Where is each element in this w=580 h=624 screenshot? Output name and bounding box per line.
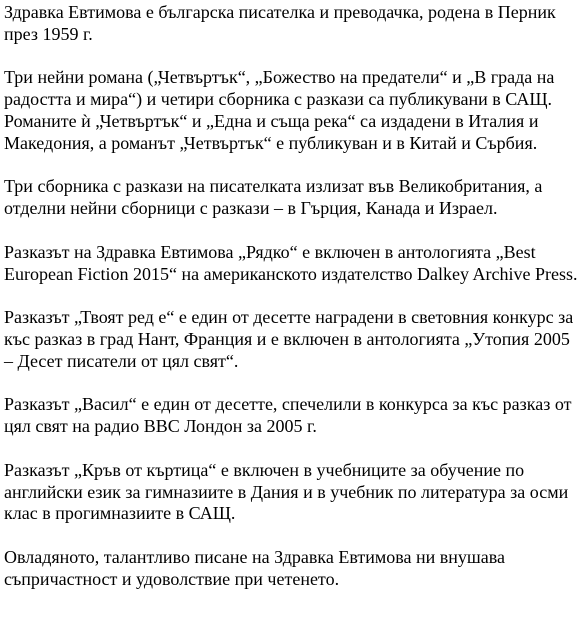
paragraph-intro: Здравка Евтимова е българска писателка и преводачка, родена в Перник през 1959 г. <box>4 2 556 44</box>
paragraph-bbc-award: Разказът „Васил“ е един от десетте, спечелили в конкурса за къс разказ от цял свят на радио BBC Лондон за 2005 г. <box>4 394 572 437</box>
paragraph-uk-collections: Три сборника с разкази на писателката излизат във Великобритания, а отделни нейни сборници с разкази – в Гърция, Канада и Израел. <box>4 176 543 219</box>
paragraph-nantes-award: Разказът „Твоят ред е“ е един от десетте наградени в световния конкурс за къс разказ в град Нант, Франция и е включен в антологията „Утопия 2005 – Десет писатели от цял свят“. <box>4 307 574 371</box>
paragraph-textbooks: Разказът „Кръв от къртица“ е включен в учебниците за обучение по английски език за гимназиите в Дания и в учебник по литература за осми клас в прогимназиите в САЩ. <box>4 459 569 524</box>
paragraph-conclusion: Овладяното, талантливо писане на Здравка Евтимова ни внушава съпричастност и удоволствие при четенето. <box>4 546 506 589</box>
paragraph-novels: Три нейни романа („Четвъртък“, „Божество на предатели“ и „В града на радостта и мира“) и четири сборника с разкази са публикувани в САЩ. Романите ѝ „Четвъртък“ и „Една и съща река“ са издадени в Италия и Македония, а романът „Четвъртък“ е публикуван и в Китай и Сърбия. <box>4 67 555 153</box>
paragraph-best-european-fiction: Разказът на Здравка Евтимова „Рядко“ е включен в антологията „Best European Fiction 2015“ на американското издателство Dalkey Archive Press. <box>4 241 578 284</box>
